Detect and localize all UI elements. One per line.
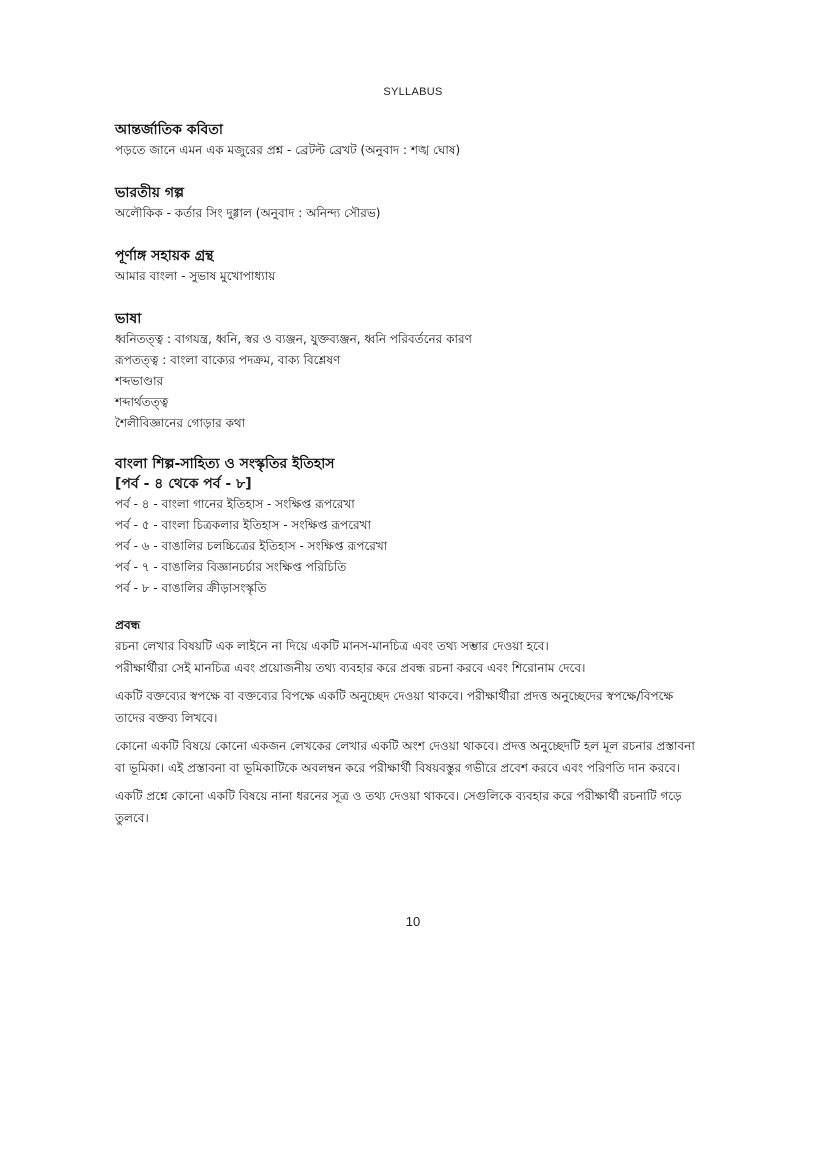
syllabus-item: পর্ব - ৭ - বাঙালির বিজ্ঞানচর্চার সংক্ষিপ্ত পরিচিতি bbox=[115, 560, 347, 574]
essay-paragraph: পরীক্ষার্থীরা সেই মানচিত্র এবং প্রয়োজনীয় তথ্য ব্যবহার করে প্রবন্ধ রচনা করবে এবং শিরোনাম দেবে। bbox=[115, 661, 586, 675]
syllabus-item: পড়তে জানে এমন এক মজুরের প্রশ্ন - ব্রেটল্ট ব্রেখট (অনুবাদ : শঙ্খ ঘোষ) bbox=[115, 143, 461, 157]
essay-paragraph: একটি বক্তব্যের স্বপক্ষে বা বক্তব্যের বিপক্ষে একটি অনুচ্ছেদ দেওয়া থাকবে। পরীক্ষার্থীরা প্রদত্ত অনুচ্ছেদের স্বপক্ষে/বিপক্ষে তাদের বক্তব্য লিখবে। bbox=[115, 689, 674, 725]
section-history bbox=[115, 454, 705, 599]
syllabus-item: শৈলীবিজ্ঞানের গোড়ার কথা bbox=[115, 416, 246, 430]
syllabus-item: পর্ব - ৪ - বাংলা গানের ইতিহাস - সংক্ষিপ্ত রূপরেখা bbox=[115, 497, 355, 511]
section-international-poetry bbox=[115, 120, 705, 161]
syllabus-item: শব্দভাণ্ডার bbox=[115, 374, 164, 388]
section-indian-story bbox=[115, 183, 705, 224]
section-title: ভাষা bbox=[115, 311, 142, 327]
section-language bbox=[115, 309, 705, 434]
syllabus-item: রূপতত্ত্ব : বাংলা বাক্যের পদক্রম, বাক্য বিশ্লেষণ bbox=[115, 353, 341, 367]
essay-paragraph: একটি প্রশ্নে কোনো একটি বিষয়ে নানা ধরনের সূত্র ও তথ্য দেওয়া থাকবে। সেগুলিকে ব্যবহার করে পরীক্ষার্থী রচনাটি গড়ে তুলবে। bbox=[115, 789, 682, 825]
syllabus-item: আমার বাংলা - সুভাষ মুখোপাধ্যায় bbox=[115, 269, 276, 283]
essay-paragraph: রচনা লেখার বিষয়টি এক লাইনে না দিয়ে একটি মানস-মানচিত্র এবং তথ্য সম্ভার দেওয়া হবে। bbox=[115, 639, 549, 653]
section-title: প্রবন্ধ bbox=[115, 618, 141, 632]
syllabus-item: ধ্বনিতত্ত্ব : বাগযন্ত্র, ধ্বনি, স্বর ও ব্যঞ্জন, যুক্তব্যঞ্জন, ধ্বনি পরিবর্তনের কারণ bbox=[115, 332, 472, 346]
syllabus-content bbox=[115, 120, 705, 829]
syllabus-item: পর্ব - ৮ - বাঙালির ক্রীড়াসংস্কৃতি bbox=[115, 581, 267, 595]
page-number: 10 bbox=[405, 914, 421, 929]
page-header: SYLLABUS bbox=[383, 86, 443, 98]
syllabus-item: শব্দার্থতত্ত্ব bbox=[115, 395, 169, 409]
syllabus-item: পর্ব - ৫ - বাংলা চিত্রকলার ইতিহাস - সংক্ষিপ্ত রূপরেখা bbox=[115, 518, 371, 532]
syllabus-item: পর্ব - ৬ - বাঙালির চলচ্চিত্রের ইতিহাস - সংক্ষিপ্ত রূপরেখা bbox=[115, 539, 388, 553]
section-title: আন্তর্জাতিক কবিতা bbox=[115, 122, 223, 138]
section-essay bbox=[115, 615, 705, 829]
section-title: ভারতীয় গল্প bbox=[115, 185, 184, 201]
section-title: পূর্ণাঙ্গ সহায়ক গ্রন্থ bbox=[115, 248, 214, 264]
period-range: [পর্ব - ৪ থেকে পর্ব - ৮] bbox=[115, 476, 252, 492]
section-supplementary-book bbox=[115, 246, 705, 287]
syllabus-item: অলৌকিক - কর্তার সিং দুগ্গাল (অনুবাদ : অনিন্দ্য সৌরভ) bbox=[115, 206, 381, 220]
essay-paragraph: কোনো একটি বিষয়ে কোনো একজন লেখকের লেখার একটি অংশ দেওয়া থাকবে। প্রদত্ত অনুচ্ছেদটি হল মূল রচনার প্রস্তাবনা বা ভূমিকা। এই প্রস্তাবনা বা ভূমিকাটিকে অবলম্বন করে পরীক্ষার্থী বিষয়বস্তুর গভীরে প্রবেশ করবে এবং পরিণতি দান করবে। bbox=[115, 739, 695, 775]
section-title: বাংলা শিল্প-সাহিত্য ও সংস্কৃতির ইতিহাস bbox=[115, 456, 335, 472]
